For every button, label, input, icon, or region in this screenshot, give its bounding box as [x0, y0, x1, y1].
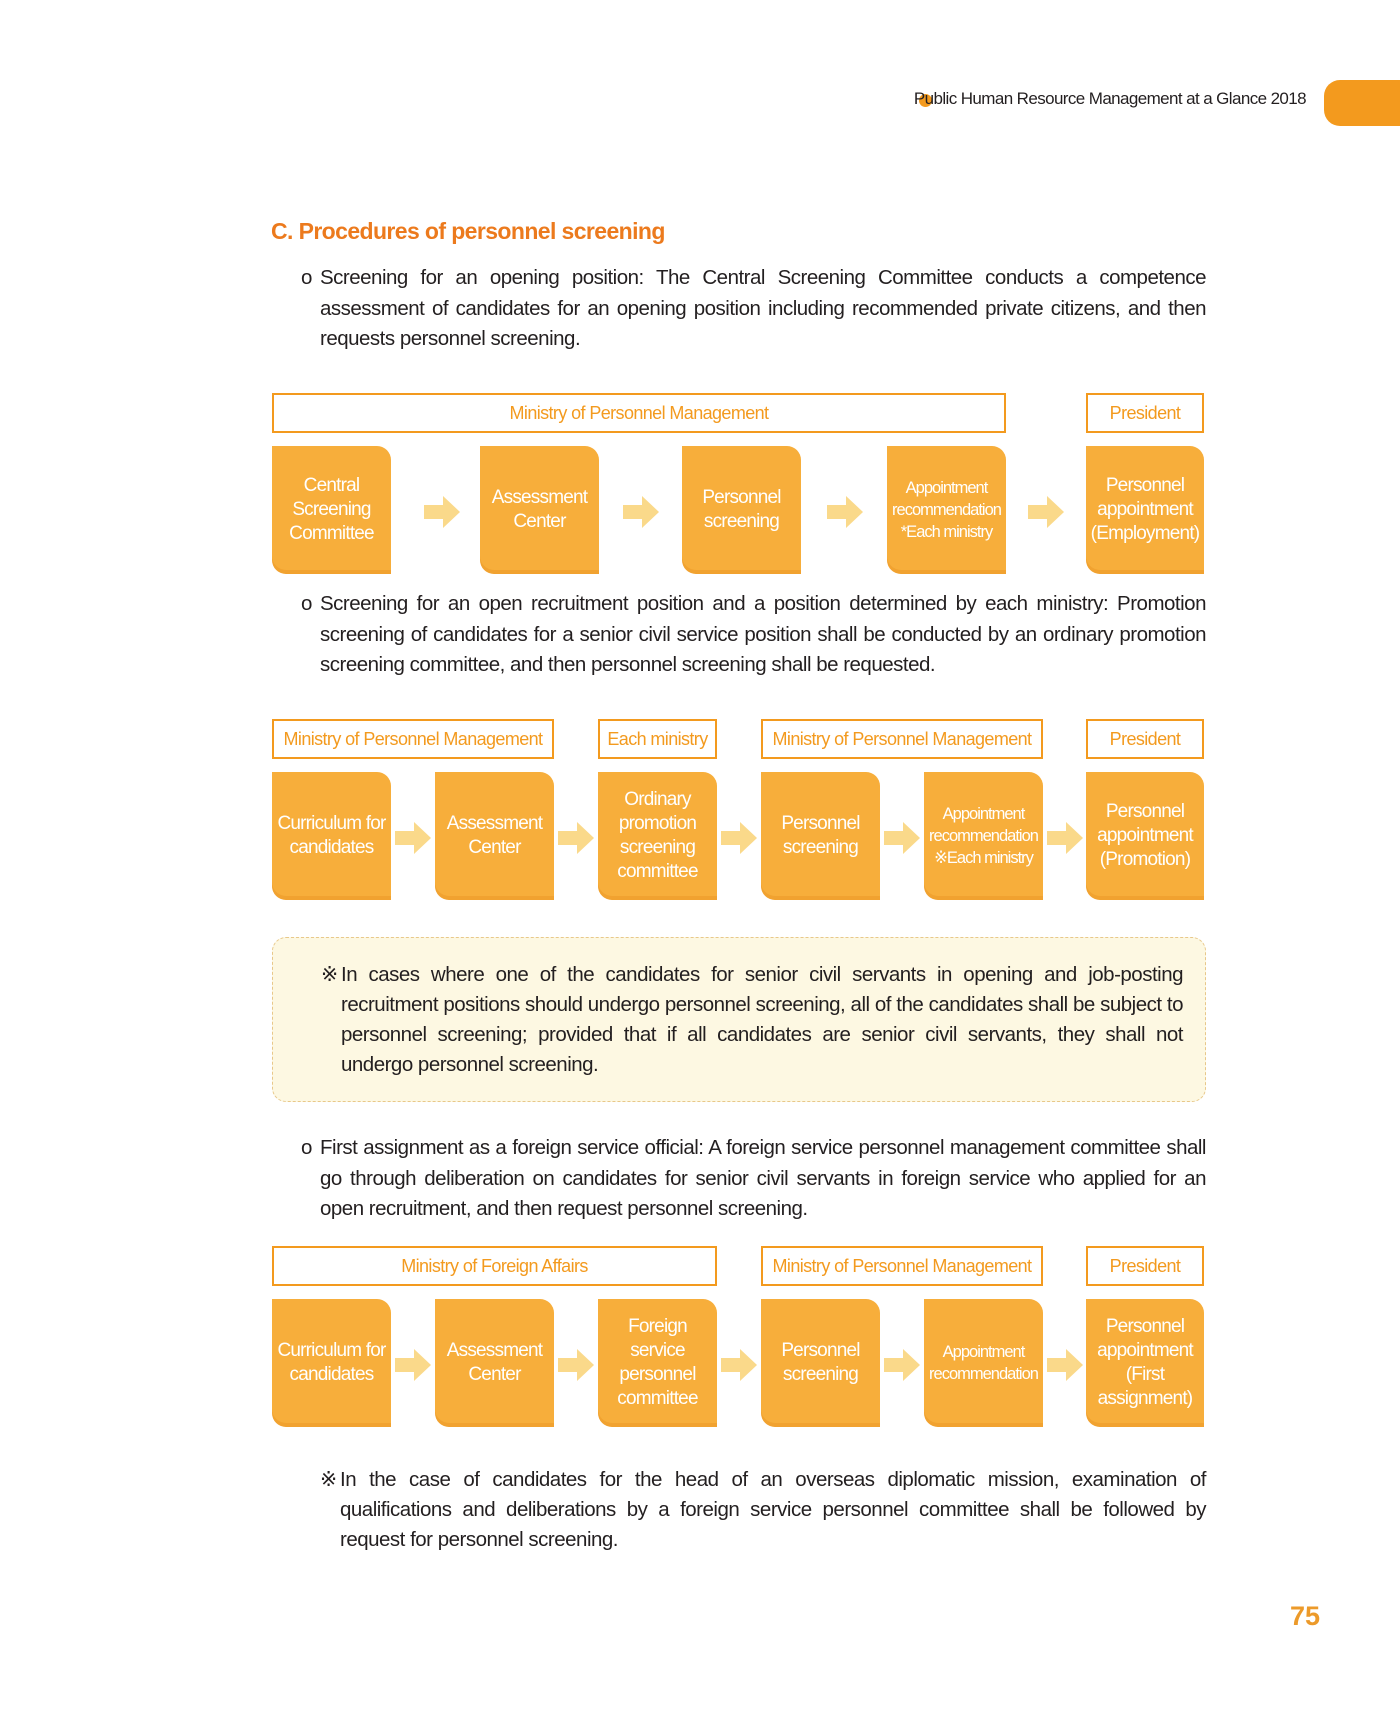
arrow-right-icon	[721, 822, 757, 854]
lane-label: Ministry of Personnel Management	[272, 719, 554, 759]
arrow-right-icon	[827, 496, 863, 528]
bullet-circle-icon: o	[301, 592, 312, 615]
lane-label: Ministry of Personnel Management	[272, 393, 1006, 433]
arrow-right-icon	[558, 1349, 594, 1381]
arrow-right-icon	[1047, 1349, 1083, 1381]
arrow-right-icon	[424, 496, 460, 528]
flow-step: Assessment Center	[435, 772, 554, 900]
paragraph-text: Screening for an open recruitment position and a position determined by each ministry: Promotion screening of candidates for a senior civil service position shall be conducted by an ordinary promotion screening committee, and then personnel screening shall be requested.	[320, 592, 1206, 676]
header-tab-decoration	[1324, 80, 1400, 126]
arrow-right-icon	[884, 1349, 920, 1381]
lane-label: President	[1086, 719, 1204, 759]
arrow-right-icon	[721, 1349, 757, 1381]
flow-step: Appointment recommendation *Each ministry	[887, 446, 1006, 574]
reference-mark-icon: ※	[320, 1468, 337, 1491]
lane-label: President	[1086, 393, 1204, 433]
section-title: C. Procedures of personnel screening	[271, 218, 665, 244]
arrow-right-icon	[558, 822, 594, 854]
flow-step: Ordinary promotion screening committee	[598, 772, 717, 900]
lane-label: Ministry of Foreign Affairs	[272, 1246, 717, 1286]
flow-step: Personnel screening	[682, 446, 801, 574]
bullet-circle-icon: o	[301, 266, 312, 289]
arrow-right-icon	[1028, 496, 1064, 528]
flow-step: Personnel screening	[761, 1299, 880, 1427]
arrow-right-icon	[623, 496, 659, 528]
lane-label: Ministry of Personnel Management	[761, 1246, 1043, 1286]
running-header	[840, 80, 1400, 126]
lane-label: Each ministry	[598, 719, 717, 759]
reference-mark-icon: ※	[321, 963, 338, 986]
flow-step: Foreign service personnel committee	[598, 1299, 717, 1427]
arrow-right-icon	[395, 822, 431, 854]
flow-step: Central Screening Committee	[272, 446, 391, 574]
paragraph-text: Screening for an opening position: The Central Screening Committee conducts a competence assessment of candidates for an opening position including recommended private citizens, and then requests personnel screening.	[320, 266, 1206, 350]
arrow-right-icon	[884, 822, 920, 854]
bullet-circle-icon: o	[301, 1136, 312, 1159]
note-overseas-mission	[320, 1465, 1206, 1555]
flow-step: Personnel appointment (Employment)	[1086, 446, 1204, 574]
paragraph-text: First assignment as a foreign service official: A foreign service personnel management committee shall go through deliberation on candidates for senior civil servants in foreign service who applied for an open recruitment, and then request personnel screening.	[320, 1136, 1206, 1220]
arrow-right-icon	[1047, 822, 1083, 854]
lane-label: Ministry of Personnel Management	[761, 719, 1043, 759]
note-text: In the case of candidates for the head of an overseas diplomatic mission, examination of qualifications and deliberations by a foreign service personnel committee shall be followed by request for personnel screening.	[340, 1468, 1206, 1551]
header-title: Public Human Resource Management at a Glance 2018	[913, 89, 1306, 108]
arrow-right-icon	[395, 1349, 431, 1381]
lane-label: President	[1086, 1246, 1204, 1286]
flow-step: Curriculum for candidates	[272, 772, 391, 900]
note-text: In cases where one of the candidates for senior civil servants in opening and job-posting recruitment positions should undergo personnel screening, all of the candidates shall be subject to personnel screening; provided that if all candidates are senior civil servants, they shall not undergo personnel screening.	[341, 963, 1183, 1076]
flow-step: Personnel screening	[761, 772, 880, 900]
paragraph-open-recruitment	[301, 589, 1206, 681]
page-number: 75	[1289, 1601, 1320, 1631]
paragraph-opening-position	[301, 263, 1206, 355]
flow-step: Assessment Center	[480, 446, 599, 574]
flow-step: Personnel appointment (First assignment)	[1086, 1299, 1204, 1427]
flow-step: Appointment recommendation ※Each ministry	[924, 772, 1043, 900]
flow-step: Curriculum for candidates	[272, 1299, 391, 1427]
flow-step: Appointment recommendation	[924, 1299, 1043, 1427]
paragraph-foreign-service	[301, 1133, 1206, 1225]
flow-step: Personnel appointment (Promotion)	[1086, 772, 1204, 900]
flow-step: Assessment Center	[435, 1299, 554, 1427]
note-all-candidates	[321, 960, 1183, 1080]
